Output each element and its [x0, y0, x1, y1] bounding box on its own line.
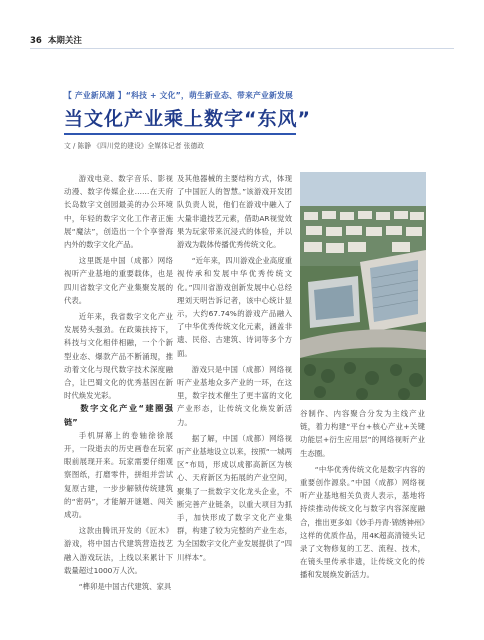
aerial-photo [300, 172, 426, 400]
section-label: 本期关注 [47, 36, 82, 46]
sub-heading: 数字文化产业“建圈强链” [64, 403, 173, 427]
paragraph: 这里既是中国（成都）网络视听产业基地的重要载体，也是四川省数字文化产业集聚发展的代表。 [64, 256, 173, 305]
column-three [300, 407, 425, 582]
paragraph: “榫卯是中国古代建筑、家具 [78, 582, 172, 592]
page-header [30, 34, 82, 46]
paragraph: 游戏只是中国（成都）网络视听产业基地众多产业的一环，在这里，数字技术催生了更丰富的文化产业形态，让传统文化焕发新活力。 [177, 364, 292, 427]
column-two [177, 172, 292, 564]
paragraph: 近年来，我省数字文化产业发展势头强劲。在政策扶持下，科技与文化相伴相融，一个个新型业态、爆款产品不断涌现，推动着文化与现代数字技术深度融合，让巴蜀文化的优秀基因在新时代焕发光彩。 [64, 312, 173, 401]
paragraph: 游戏电竞、数字音乐、影视动漫、数字传媒企业……在天府长岛数字文创园最美的办公环境中，年轻的数字文化工作者正施展“魔法”，创造出一个个享誉海内外的数字文化产品。 [64, 174, 173, 250]
title-rule [64, 133, 296, 135]
paragraph: 据了解，中国（成都）网络视听产业基地设立以来，按照“一城两区”布局，形成以成都高新区为核心、天府新区为拓展的产业空间，聚集了一批数字文化龙头企业，不断完善产业链条，以重大项目为抓手，加快形成了数字文化产业集群，构建了较为完整的产业生态，为全国数字文化产业发展提供了“四川样本”。 [177, 433, 292, 562]
article-byline: 文 / 陈静 《四川党的建设》全媒体记者 张德政 [64, 142, 205, 150]
page-number: 36 [30, 36, 42, 46]
paragraph: 谷制作、内容聚合分发为主线产业链，着力构建“平台+核心产业+关键功能层+衍生应用层”的网络视听产业生态圈。 [300, 409, 425, 458]
column-one [64, 172, 173, 593]
aerial-photo-illustration [300, 172, 426, 400]
article-kicker: 【 产业新风潮 】“科技 + 文化”，萌生新业态、带来产业新发展 [64, 91, 293, 100]
article-title: 当文化产业乘上数字“东风” [64, 108, 311, 130]
paragraph: 这款由腾讯开发的《匠木》游戏，将中国古代建筑营造技艺融入游戏玩法，上线以来累计下载量超过1000万人次。 [64, 526, 173, 575]
paragraph: 手机屏幕上的卷轴徐徐展开，一段逝去的历史画卷在玩家眼前展现开来。玩家需要仔细观察图纸，打磨零件，拼组并尝试复原古建，一步步解锁传统建筑的“密码”，才能解开谜题、闯关成功。 [64, 430, 173, 520]
paragraph: “中华优秀传统文化是数字内容的重要创作源泉。”中国（成都）网络视听产业基地相关负责人表示，基地将持续推动传统文化与数字内容深度融合，推出更多如《妙手丹青·锦绣神州》这样的优质作品，用4K超高清镜头记录了文物修复的工艺、流程、技术，在镜头里传承非遗，让传统文化的传播和发展焕发新活力。 [300, 464, 425, 580]
paragraph: “近年来，四川游戏企业高度重视传承和发展中华优秀传统文化。”四川省游戏创新发展中心总经理刘天明告诉记者，该中心统计显示，大约67.74%的游戏产品融入了中华优秀传统文化元素，涵盖非遗、民俗、古建筑、诗词等多个方面。 [177, 256, 292, 358]
header-rule [30, 48, 454, 49]
paragraph: 及其他器械的主要结构方式，体现了中国匠人的智慧。”该游戏开发团队负责人说，他们在游戏中融入了大量非遗技艺元素，借助AR视觉效果为玩家带来沉浸式的体验，并以游戏为载体传播优秀传统文化。 [177, 174, 292, 250]
